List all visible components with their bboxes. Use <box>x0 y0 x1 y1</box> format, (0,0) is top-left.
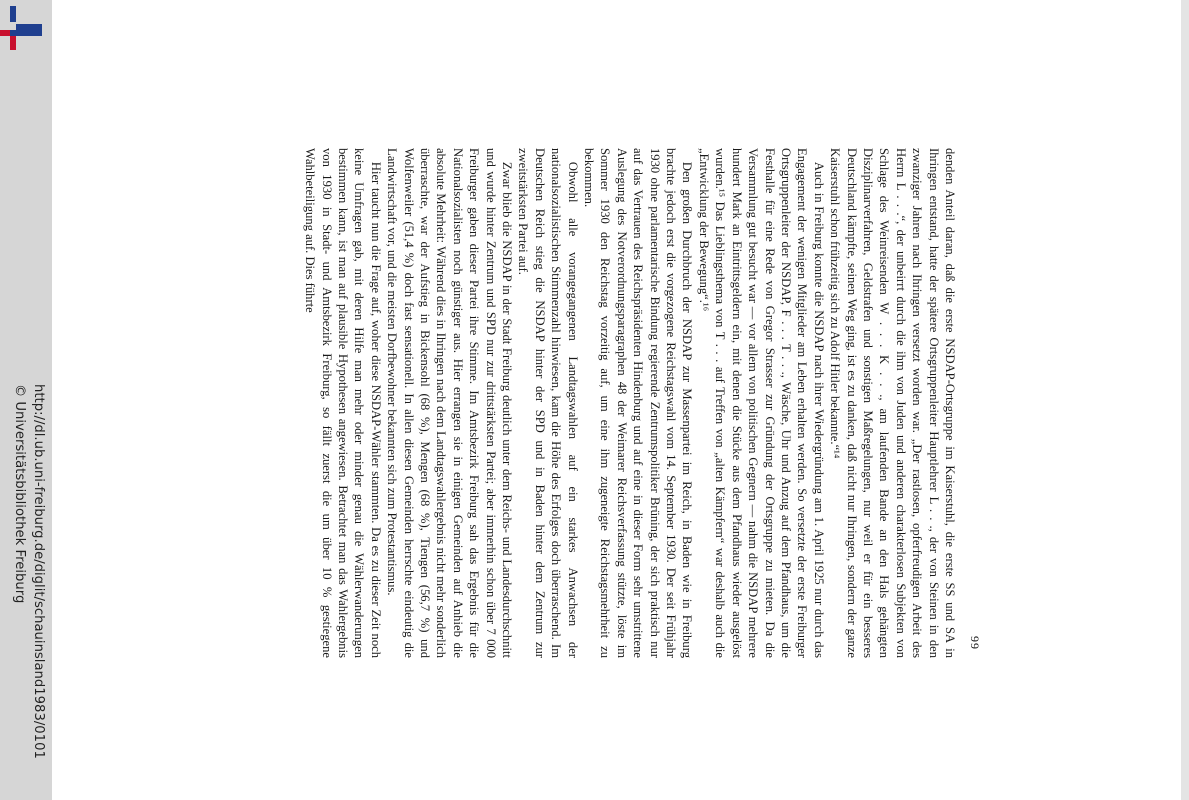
paragraph: Hier taucht nun die Frage auf, woher diese NSDAP-Wähler stammten. Da es zu dieser Zeit noch keine Umfragen gab, mit deren Hilfe man mehr oder minder genau die Wählerwanderungen bestimmen kann, ist man auf plausible Hypothesen angewiesen. Betrachtet man das Wahlergebnis von 1930 in Stadt- und Amtsbezirk Freiburg, so fällt zuerst die um über 10 % gestiegene Wahlbeteiligung auf. Dies führte <box>303 148 383 658</box>
scanned-page <box>270 148 1000 658</box>
viewer-sidebar <box>0 0 52 800</box>
page-number: 99 <box>968 636 982 650</box>
paragraph: Obwohl alle vorangegangenen Landtagswahlen auf ein starkes Anwachsen der nationalsozialistischen Stimmenzahl hinwiesen, kam die Höhe des Erfolges doch überraschend. Im Deutschen Reich stieg die NSDAP hinter der SPD und in Baden hinter dem Zentrum zur zweitstärksten Partei auf. <box>516 148 580 658</box>
paragraph: denden Anteil daran, daß die erste NSDAP-Ortsgruppe im Kaiserstuhl, die erste SS und SA in Ihringen entstand, hatte der spätere Ortsgruppenleiter Hauptlehrer L . . ., der von Steinen in den zwanziger Jahren nach Ihringen versetzt worden war. „Der rastlosen, opferfreudigen Arbeit des Herrn L . . .“, der unbeirrt durch die ihm von Juden und anderen charakterlosen Subjekten von Schlage des Weinreisenden W . . . K . . ., am laufenden Bande an den Hals gehängten Disziplinarverfahren, Geldstrafen und sonstigen Maßregelungen, nur weil er für ein besseres Deutschland kämpfte, seinen Weg ging, ist es zu danken, daß nicht nur Ihringen, sondern der ganze Kaiserstuhl schon frühzeitig sich zu Adolf Hitler bekannte.“¹⁴ <box>828 148 957 658</box>
document-url[interactable]: http://dl.ub.uni-freiburg.de/diglit/schauinsland1983/0101 <box>31 384 46 759</box>
copyright-notice: © Universitätsbibliothek Freiburg <box>12 384 27 604</box>
ub-freiburg-logo-icon <box>0 6 44 50</box>
paragraph: Zwar blieb die NSDAP in der Stadt Freiburg deutlich unter dem Reichs- und Landesdurchschnitt und wurde hinter Zentrum und SPD nur zur drittstärksten Partei; aber immerhin schon über 7 000 Freiburger gaben dieser Partei ihre Stimme. Im Amtsbezirk Freiburg sah das Ergebnis für die Nationalsozialisten noch günstiger aus. Hier errangen sie in einigen Gemeinden auf Anhieb die absolute Mehrheit: Während dies in Ihringen nach dem Landtagswahlergebnis nicht mehr sonderlich überraschte, war der Aufstieg in Bickensohl (68 %), Mengen (68 %), Tiengen (56,7 %) und Wolfenweiler (51,4 %) doch fast sensationell. In allen diesen Gemeinden herrschte eindeutig die Landwirtschaft vor, und die meisten Dorfbewohner bekannten sich zum Protestantismus. <box>385 148 515 658</box>
scrollbar-edge[interactable] <box>1181 0 1189 800</box>
paragraph: Den großen Durchbruch der NSDAP zur Massenpartei im Reich, in Baden wie in Freiburg brachte jedoch erst die vorgezogene Reichstagswahl vom 14. September 1930. Der seit Frühjahr 1930 ohne parlamentarische Bindung regierende Zentrumspolitiker Brüning, der sich praktisch nur auf das Vertrauen des Reichspräsidenten Hindenburg und auf eine in dieser Form sehr umstrittene Auslegung des Notverordnungsparagraphen 48 der Weimarer Reichsverfassung stützte, löste im Sommer 1930 den Reichstag vorzeitig auf, um eine ihm zugeneigte Reichstagsmehrheit zu bekommen. <box>582 148 695 658</box>
paragraph: Auch in Freiburg konnte die NSDAP nach ihrer Wiedergründung am 1. April 1925 nur durch das Engagement der wenigen Mitglieder am Leben erhalten werden. So versetzte der erste Freiburger Ortsgruppenleiter der NSDAP, F . . . T . . ., Wäsche, Uhr und Anzug auf dem Pfandhaus, um die Festhalle für eine Rede von Gregor Strasser zur Gründung der Ortsgruppe zu mieten. Da die Versammlung gut besucht war — vor allem von politischen Gegnern — nahm die NSDAP mehrere hundert Mark an Eintrittsgeldern ein, mit denen die Stücke aus dem Pfandhaus wieder ausgelöst wurden.¹⁵ Das Lieblingsthema von T . . . auf Treffen von „alten Kämpfern“ war deshalb auch die „Entwicklung der Bewegung“.¹⁶ <box>696 148 826 658</box>
page-body <box>268 148 958 658</box>
